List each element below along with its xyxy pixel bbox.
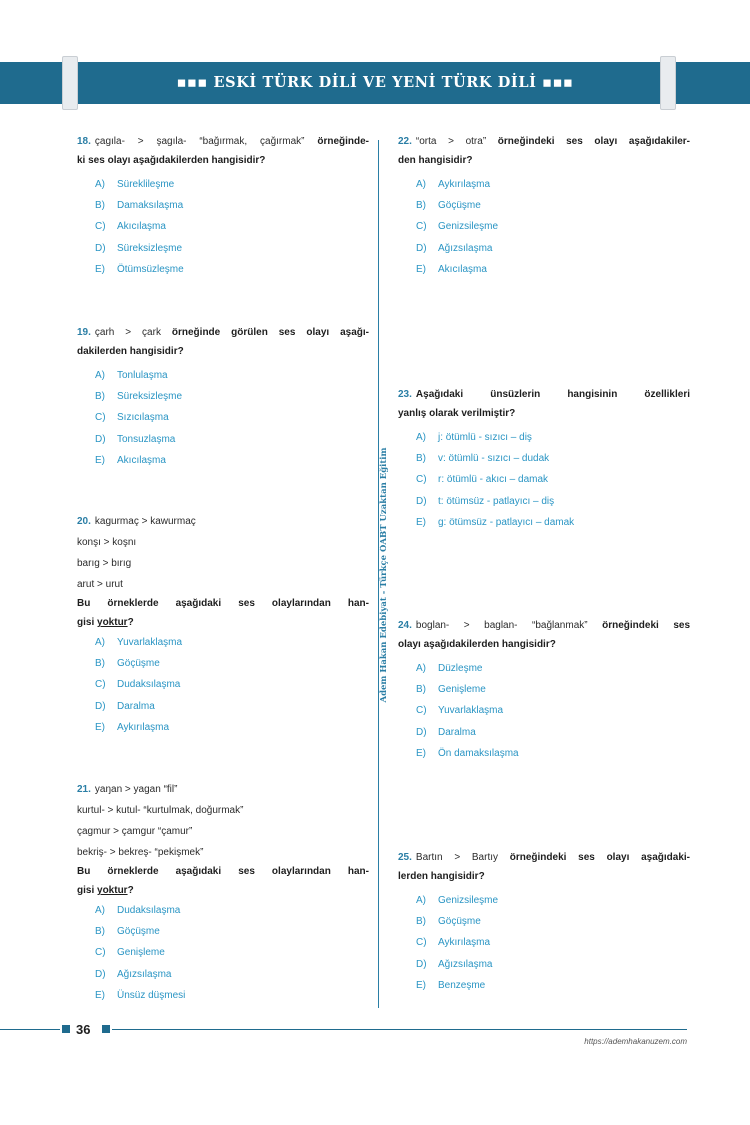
option-text: Akıcılaşma	[438, 263, 487, 275]
option-text: Ağızsılaşma	[117, 968, 172, 980]
option-d[interactable]	[398, 238, 690, 259]
footer-square-right	[102, 1025, 110, 1033]
option-letter: B)	[95, 926, 105, 938]
question-23	[398, 385, 690, 533]
question-text-bold: Aşağıdaki ünsüzlerin hangisinin özellikleri	[415, 389, 690, 400]
question-stem: gisi	[77, 885, 95, 896]
option-letter: B)	[416, 200, 426, 212]
option-text: Ağızsılaşma	[438, 958, 493, 970]
option-text: Göçüşme	[438, 200, 481, 212]
option-letter: B)	[95, 658, 105, 670]
option-text: Yuvarlaklaşma	[438, 705, 504, 717]
option-b[interactable]	[77, 386, 369, 407]
option-letter: C)	[416, 705, 427, 717]
option-letter: E)	[95, 721, 105, 733]
option-a[interactable]	[77, 900, 369, 921]
option-text: Damaksılaşma	[117, 200, 184, 212]
option-letter: A)	[416, 179, 426, 190]
option-a[interactable]	[398, 658, 690, 679]
options-list	[77, 365, 369, 471]
option-text: Sızıcılaşma	[117, 412, 169, 424]
option-a[interactable]	[398, 890, 690, 911]
option-text: Daralma	[117, 700, 155, 712]
options-list	[398, 658, 690, 764]
example-line: konşı > koşnı	[77, 537, 137, 548]
question-18	[77, 132, 369, 280]
option-b[interactable]	[398, 195, 690, 216]
option-a[interactable]	[398, 427, 690, 448]
option-letter: B)	[95, 391, 105, 403]
option-a[interactable]	[77, 632, 369, 653]
question-number: 20.	[77, 516, 91, 527]
option-text: Süreklileşme	[117, 179, 175, 190]
option-text: Akıcılaşma	[117, 221, 166, 233]
option-d[interactable]	[398, 491, 690, 512]
question-stem-underlined: yoktur	[97, 617, 128, 628]
option-d[interactable]	[77, 429, 369, 450]
option-letter: D)	[416, 958, 427, 970]
example-line: barıg > bırıg	[77, 558, 132, 569]
option-letter: A)	[416, 895, 426, 906]
question-number: 24.	[398, 620, 412, 631]
option-b[interactable]	[77, 653, 369, 674]
option-letter: A)	[95, 637, 105, 648]
question-text: boglan- > baglan- “bağlanmak”	[415, 620, 588, 631]
option-text: Akıcılaşma	[117, 454, 166, 466]
option-text: Genişleme	[438, 684, 486, 696]
option-letter: B)	[95, 200, 105, 212]
option-text: Dudaksılaşma	[117, 905, 181, 916]
footer-square-left	[62, 1025, 70, 1033]
example-line: yaŋan > yagan “fil”	[94, 784, 178, 795]
footer-rule-left	[0, 1029, 60, 1030]
option-text: Daralma	[438, 726, 476, 738]
option-e[interactable]	[77, 985, 369, 1006]
option-letter: E)	[416, 979, 426, 991]
question-number: 18.	[77, 136, 91, 147]
option-text: Ötümsüzleşme	[117, 263, 184, 275]
option-letter: D)	[95, 433, 106, 445]
option-e[interactable]	[77, 717, 369, 738]
question-text: “orta > otra”	[415, 136, 487, 147]
question-stem: Bu örneklerde aşağıdaki ses olaylarından han-	[77, 598, 369, 609]
question-text: çarh > çark	[94, 327, 161, 338]
option-letter: C)	[416, 937, 427, 949]
option-c[interactable]	[398, 932, 690, 953]
option-letter: C)	[416, 474, 427, 486]
option-letter: E)	[416, 747, 426, 759]
option-a[interactable]	[77, 365, 369, 386]
option-letter: E)	[95, 263, 105, 275]
options-list	[77, 632, 369, 738]
option-text: Ünsüz düşmesi	[117, 989, 186, 1001]
option-letter: C)	[95, 679, 106, 691]
option-b[interactable]	[398, 679, 690, 700]
option-letter: D)	[416, 726, 427, 738]
option-letter: C)	[95, 221, 106, 233]
question-number: 25.	[398, 852, 412, 863]
option-e[interactable]	[398, 259, 690, 280]
options-list	[398, 174, 690, 280]
option-text: Göçüşme	[438, 916, 481, 928]
option-letter: D)	[416, 495, 427, 507]
question-text: çagıla- > şagıla- “bağırmak, çağırmak”	[94, 136, 305, 147]
question-text-bold: örneğindeki ses olayı aşağıdakiler-	[497, 136, 690, 147]
option-letter: E)	[416, 516, 426, 528]
option-text: Aykırılaşma	[438, 937, 491, 949]
question-stem: ?	[127, 617, 134, 628]
option-c[interactable]	[77, 942, 369, 963]
option-c[interactable]	[398, 469, 690, 490]
option-text: Tonsuzlaşma	[117, 433, 176, 445]
example-line: kurtul- > kutul- “kurtulmak, doğurmak”	[77, 805, 244, 816]
option-text: Göçüşme	[117, 658, 160, 670]
options-list	[77, 900, 369, 1006]
question-number: 23.	[398, 389, 412, 400]
options-list	[398, 427, 690, 533]
page-number: 36	[76, 1022, 91, 1037]
option-c[interactable]	[398, 216, 690, 237]
option-text: j: ötümlü - sızıcı – diş	[438, 432, 532, 443]
option-letter: D)	[95, 700, 106, 712]
question-number: 22.	[398, 136, 412, 147]
question-text-bold: yanlış olarak verilmiştir?	[398, 408, 516, 419]
question-text-bold: lerden hangisidir?	[398, 871, 485, 882]
option-c[interactable]	[77, 407, 369, 428]
page-title: ▪▪▪ ESKİ TÜRK DİLİ VE YENİ TÜRK DİLİ ▪▪▪	[176, 74, 574, 91]
option-d[interactable]	[77, 696, 369, 717]
option-letter: B)	[416, 453, 426, 465]
option-letter: A)	[416, 432, 426, 443]
option-b[interactable]	[398, 911, 690, 932]
question-21	[77, 780, 369, 1006]
option-e[interactable]	[77, 450, 369, 471]
option-letter: A)	[95, 905, 105, 916]
question-stem: gisi	[77, 617, 95, 628]
option-text: Süreksizleşme	[117, 242, 183, 254]
option-letter: C)	[95, 412, 106, 424]
option-text: Aykırılaşma	[438, 179, 491, 190]
option-b[interactable]	[398, 448, 690, 469]
options-list	[77, 174, 369, 280]
option-text: Ön damaksılaşma	[438, 747, 519, 759]
option-a[interactable]	[77, 174, 369, 195]
option-text: Göçüşme	[117, 926, 160, 938]
question-text-bold: örneğindeki ses	[602, 620, 691, 631]
option-text: Genizsileşme	[438, 221, 499, 233]
option-letter: B)	[416, 916, 426, 928]
option-d[interactable]	[398, 954, 690, 975]
question-number: 19.	[77, 327, 91, 338]
footer-url[interactable]: https://ademhakanuzem.com	[584, 1037, 687, 1046]
option-e[interactable]	[77, 259, 369, 280]
question-19	[77, 323, 369, 471]
option-letter: D)	[416, 242, 427, 254]
option-c[interactable]	[77, 216, 369, 237]
question-stem: ?	[127, 885, 134, 896]
question-text-bold: olayı aşağıdakilerden hangisidir?	[398, 639, 556, 650]
option-letter: E)	[95, 989, 105, 1001]
question-text: Bartın > Bartıy	[415, 852, 499, 863]
question-number: 21.	[77, 784, 91, 795]
option-a[interactable]	[398, 174, 690, 195]
option-letter: C)	[416, 221, 427, 233]
question-text-bold: örneğinde-	[317, 136, 370, 147]
option-letter: D)	[95, 242, 106, 254]
option-d[interactable]	[398, 722, 690, 743]
question-text-bold: den hangisidir?	[398, 155, 473, 166]
option-text: Dudaksılaşma	[117, 679, 181, 691]
question-text-bold: dakilerden hangisidir?	[77, 346, 184, 357]
option-text: Tonlulaşma	[117, 370, 168, 381]
option-text: Benzeşme	[438, 979, 486, 991]
option-b[interactable]	[77, 195, 369, 216]
question-text-bold: örneğinde görülen ses olayı aşağı-	[171, 327, 369, 338]
option-c[interactable]	[398, 700, 690, 721]
option-letter: A)	[416, 663, 426, 674]
option-e[interactable]	[398, 743, 690, 764]
option-d[interactable]	[77, 964, 369, 985]
option-text: Genizsileşme	[438, 895, 499, 906]
side-vertical-text: Adem Hakan Edebiyat - Türkçe ÖABT Uzaktan Eğitim	[379, 447, 389, 703]
option-letter: E)	[95, 454, 105, 466]
option-text: Yuvarlaklaşma	[117, 637, 183, 648]
option-letter: C)	[95, 947, 106, 959]
option-text: Süreksizleşme	[117, 391, 183, 403]
option-text: v: ötümlü - sızıcı – dudak	[438, 453, 550, 465]
option-letter: A)	[95, 179, 105, 190]
option-d[interactable]	[77, 238, 369, 259]
option-text: Aykırılaşma	[117, 721, 170, 733]
option-letter: B)	[416, 684, 426, 696]
question-stem-underlined: yoktur	[97, 885, 128, 896]
option-text: Düzleşme	[438, 663, 483, 674]
option-text: t: ötümsüz - patlayıcı – diş	[438, 495, 555, 507]
option-e[interactable]	[398, 975, 690, 996]
question-20	[77, 512, 369, 738]
footer-rule-right	[112, 1029, 687, 1030]
option-c[interactable]	[77, 674, 369, 695]
question-24	[398, 616, 690, 764]
example-line: kagurmaç > kawurmaç	[94, 516, 196, 527]
options-list	[398, 890, 690, 996]
option-letter: D)	[95, 968, 106, 980]
option-letter: A)	[95, 370, 105, 381]
example-line: arut > urut	[77, 579, 123, 590]
question-text-bold: örneğindeki ses olayı aşağıdaki-	[509, 852, 690, 863]
option-text: g: ötümsüz - patlayıcı – damak	[438, 516, 575, 528]
question-stem: Bu örneklerde aşağıdaki ses olaylarından han-	[77, 866, 369, 877]
option-text: Ağızsılaşma	[438, 242, 493, 254]
question-22	[398, 132, 690, 280]
option-text: Genişleme	[117, 947, 165, 959]
option-letter: E)	[416, 263, 426, 275]
option-e[interactable]	[398, 512, 690, 533]
option-b[interactable]	[77, 921, 369, 942]
question-text-bold: ki ses olayı aşağıdakilerden hangisidir?	[77, 155, 266, 166]
example-line: çagmur > çamgur “çamur”	[77, 826, 193, 837]
question-25	[398, 848, 690, 996]
example-line: bekriş- > bekreş- “pekişmek”	[77, 847, 204, 858]
option-text: r: ötümlü - akıcı – damak	[438, 474, 549, 486]
